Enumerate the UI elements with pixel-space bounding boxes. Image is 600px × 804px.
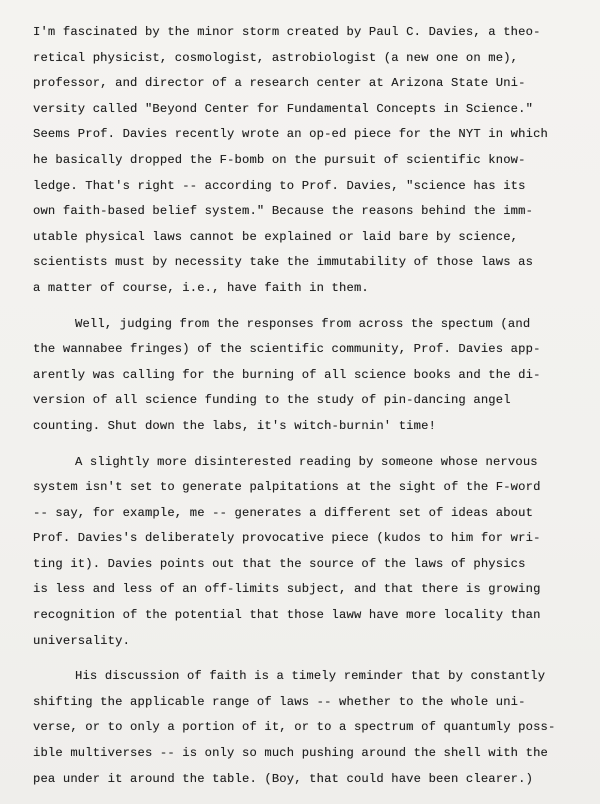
text-line: utable physical laws cannot be explained or laid bare by science, bbox=[33, 229, 519, 244]
text-line: the wannabee fringes) of the scientific community, Prof. Davies app- bbox=[33, 342, 541, 357]
paragraph bbox=[33, 20, 560, 302]
paragraph bbox=[33, 312, 560, 440]
text-line: scientists must by necessity take the immutability of those laws as bbox=[33, 255, 534, 270]
text-line: Well, judging from the responses from across the spectum (and bbox=[75, 316, 531, 331]
paragraph bbox=[33, 450, 560, 655]
text-line: counting. Shut down the labs, it's witch-burnin' time! bbox=[33, 418, 437, 433]
text-line: own faith-based belief system." Because the reasons behind the imm- bbox=[33, 204, 534, 219]
text-line: arently was calling for the burning of all science books and the di- bbox=[33, 367, 541, 382]
text-line: a matter of course, i.e., have faith in them. bbox=[33, 280, 369, 295]
text-line: professor, and director of a research center at Arizona State Uni- bbox=[33, 76, 526, 91]
text-line: Seems Prof. Davies recently wrote an op-ed piece for the NYT in which bbox=[33, 127, 548, 142]
text-line: recognition of the potential that those laww have more locality than bbox=[33, 608, 541, 623]
text-line: ible multiverses -- is only so much pushing around the shell with the bbox=[33, 746, 548, 761]
text-line: system isn't set to generate palpitations at the sight of the F-word bbox=[33, 480, 541, 495]
text-line: pea under it around the table. (Boy, that could have been clearer.) bbox=[33, 771, 534, 786]
text-line: -- say, for example, me -- generates a different set of ideas about bbox=[33, 505, 534, 520]
text-line: retical physicist, cosmologist, astrobiologist (a new one on me), bbox=[33, 50, 519, 65]
text-line: ledge. That's right -- according to Prof. Davies, "science has its bbox=[33, 178, 526, 193]
text-line: A slightly more disinterested reading by someone whose nervous bbox=[75, 454, 538, 469]
text-line: His discussion of faith is a timely reminder that by constantly bbox=[75, 669, 546, 684]
text-line: he basically dropped the F-bomb on the pursuit of scientific know- bbox=[33, 152, 526, 167]
text-line: ting it). Davies points out that the source of the laws of physics bbox=[33, 556, 526, 571]
paragraph bbox=[33, 664, 560, 792]
text-line: is less and less of an off-limits subject, and that there is growing bbox=[33, 582, 541, 597]
text-line: versity called "Beyond Center for Fundamental Concepts in Science." bbox=[33, 101, 534, 116]
text-line: universality. bbox=[33, 633, 131, 648]
text-line: verse, or to only a portion of it, or to a spectrum of quantumly poss- bbox=[33, 720, 556, 735]
text-line: shifting the applicable range of laws -- whether to the whole uni- bbox=[33, 694, 526, 709]
text-line: Prof. Davies's deliberately provocative piece (kudos to him for wri- bbox=[33, 531, 541, 546]
text-line: version of all science funding to the study of pin-dancing angel bbox=[33, 393, 511, 408]
text-line: I'm fascinated by the minor storm created by Paul C. Davies, a theo- bbox=[33, 25, 541, 39]
